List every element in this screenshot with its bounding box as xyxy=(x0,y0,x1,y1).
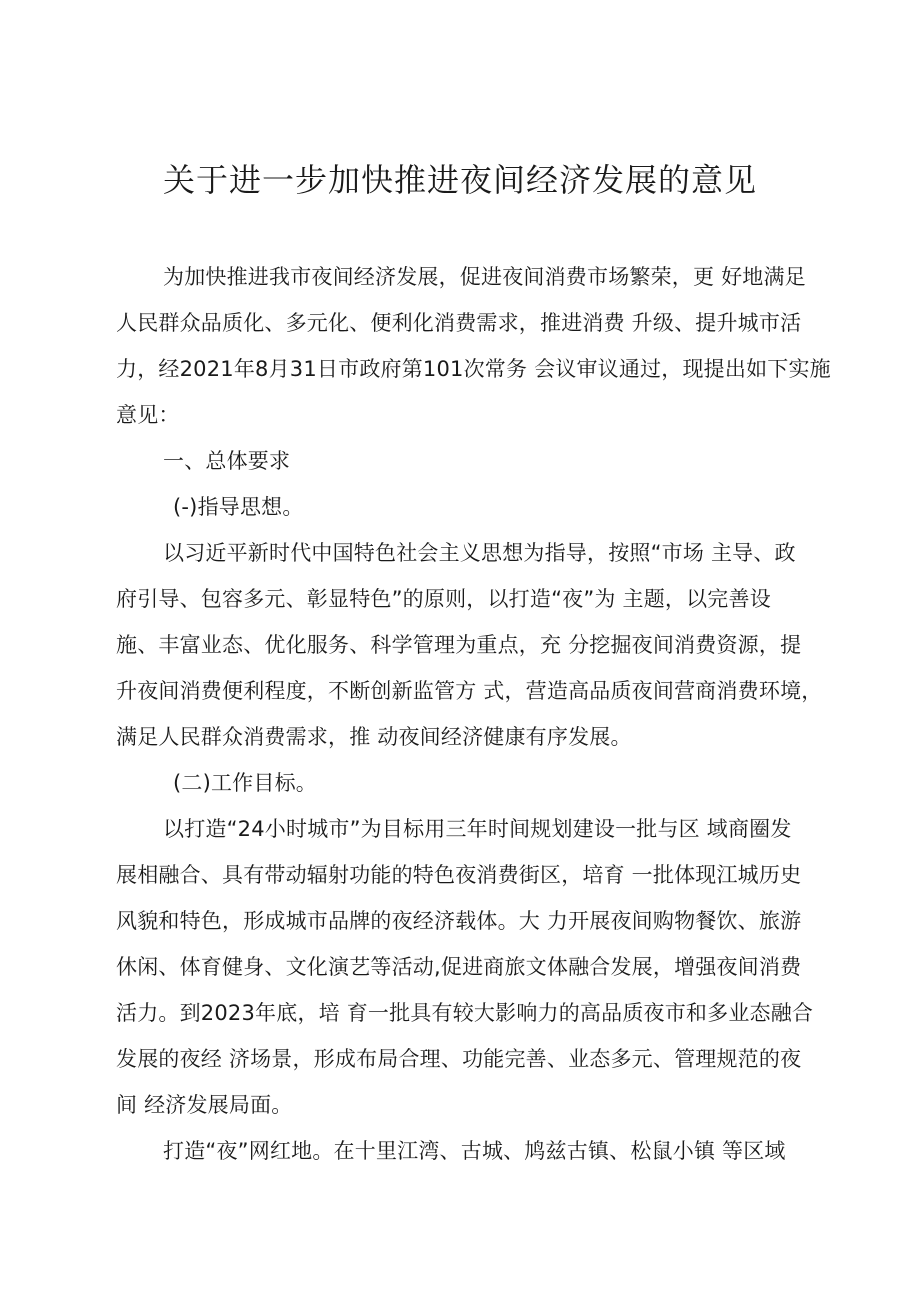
paragraph-line: 休闲、体育健身、文化演艺等活动,促进商旅文体融合发展，增强夜间消费 xyxy=(116,955,802,979)
paragraph-line: 打造“夜”网红地。在十里江湾、古城、鸠兹古镇、松鼠小镇 等区域 xyxy=(163,1139,786,1163)
paragraph-line: 活力。到2023年底，培 育一批具有较大影响力的高品质夜市和多业态融合 xyxy=(116,1001,814,1025)
subsection-heading: (二)工作目标。 xyxy=(173,771,317,795)
paragraph-line: 发展的夜经 济场景，形成布局合理、功能完善、业态多元、管理规范的夜 xyxy=(116,1047,802,1071)
paragraph-line: 施、丰富业态、优化服务、科学管理为重点，充 分挖掘夜间消费资源，提 xyxy=(116,633,802,657)
paragraph-line: 力，经2021年8月31日市政府第101次常务 会议审议通过，现提出如下实施 xyxy=(116,357,831,381)
paragraph-line: 府引导、包容多元、彰显特色”的原则，以打造“夜”为 主题，以完善设 xyxy=(116,587,771,611)
section-heading: 一、总体要求 xyxy=(163,449,291,473)
paragraph-line: 升夜间消费便利程度，不断创新监管方 式，营造高品质夜间营商消费环境， xyxy=(116,679,823,703)
paragraph-line: 意见： xyxy=(116,403,180,427)
paragraph-line: 以习近平新时代中国特色社会主义思想为指导，按照“市场 主导、政 xyxy=(163,541,796,565)
paragraph-line: 展相融合、具有带动辐射功能的特色夜消费街区，培育 一批体现江城历史 xyxy=(116,863,802,887)
document-title: 关于进一步加快推进夜间经济发展的意见 xyxy=(162,161,757,199)
paragraph-line: 以打造“24小时城市”为目标用三年时间规划建设一批与区 域商圈发 xyxy=(163,817,792,841)
paragraph-line: 人民群众品质化、多元化、便利化消费需求，推进消费 升级、提升城市活 xyxy=(116,311,802,335)
paragraph-line: 间 经济发展局面。 xyxy=(116,1093,293,1117)
paragraph-line: 为加快推进我市夜间经济发展，促进夜间消费市场繁荣，更 好地满足 xyxy=(163,265,806,289)
subsection-heading: (-)指导思想。 xyxy=(173,495,304,519)
paragraph-line: 风貌和特色，形成城市品牌的夜经济载体。大 力开展夜间购物餐饮、旅游 xyxy=(116,909,802,933)
paragraph-line: 满足人民群众消费需求，推 动夜间经济健康有序发展。 xyxy=(116,725,632,749)
